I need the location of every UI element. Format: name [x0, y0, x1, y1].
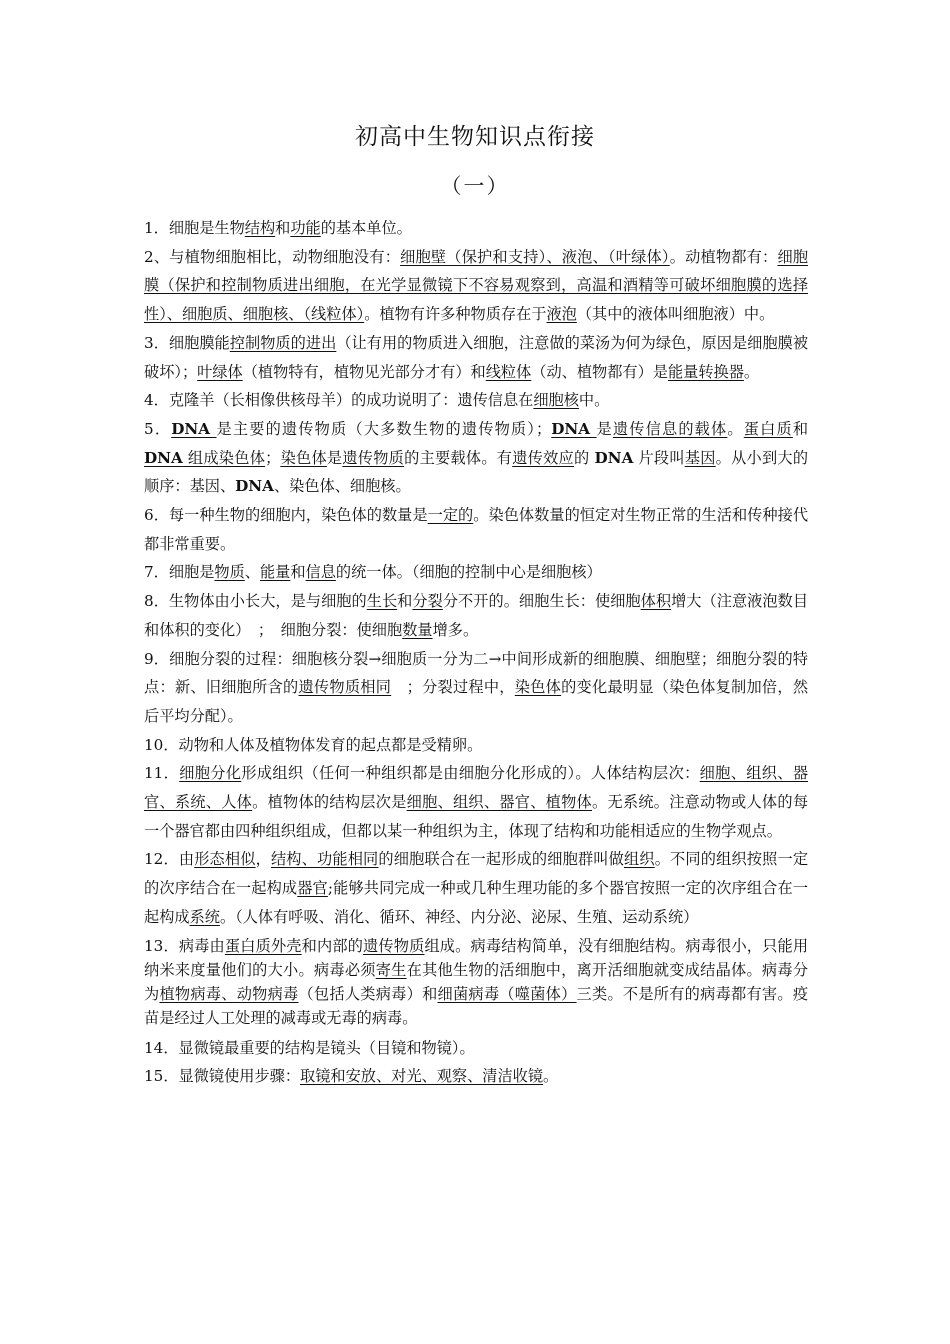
- text-run: 和: [275, 219, 291, 237]
- underlined-key-term: 细胞壁（保护和支持）、液泡、（叶绿体）: [400, 247, 670, 266]
- text-run: 。不同的组织按照一定的次序结合在一起构成: [144, 850, 809, 898]
- text-run: 11．: [144, 764, 180, 783]
- text-run: 8．生物体由小长大，是与细胞的: [144, 592, 367, 611]
- underlined-key-term: 分裂: [412, 592, 443, 611]
- underlined-key-term: 遗传效应: [512, 448, 574, 467]
- underlined-key-term: 线粒体: [485, 362, 532, 381]
- underlined-key-term: 细胞、组织、器官、系统、人体: [144, 764, 809, 812]
- underlined-key-term: DNA: [144, 448, 183, 467]
- text-run: （让有用的物质进入细胞，注意做的菜汤为何为绿色，原因是细胞膜被破坏）；: [144, 333, 809, 381]
- underlined-key-term: 功能: [290, 219, 321, 237]
- knowledge-point-8: [144, 587, 808, 644]
- underlined-key-term: 结构: [244, 219, 276, 237]
- text-run: ；: [265, 448, 281, 467]
- text-run: 。从小到大的顺序：基因、: [144, 448, 809, 496]
- text-run: 是主要的遗传物质（大多数生物的遗传物质）；: [216, 419, 552, 438]
- underlined-key-term: 蛋白质: [743, 419, 793, 438]
- underlined-key-term: 染色体: [280, 448, 327, 467]
- underlined-key-term: 液泡: [546, 305, 577, 324]
- knowledge-point-1: [144, 214, 808, 243]
- underlined-key-term: 数量: [402, 620, 433, 639]
- underlined-key-term: 物质: [214, 563, 245, 582]
- underlined-key-term: 遗传物质: [363, 936, 425, 955]
- text-run: 增大（注意液泡数目和体积的变化） ； 细胞分裂：使细胞: [144, 592, 809, 639]
- text-run: 中。: [578, 391, 610, 410]
- text-run: 的基本单位。: [320, 219, 412, 237]
- underlined-key-term: 细胞核: [533, 391, 579, 410]
- text-run: 2、与植物细胞相比，动物细胞没有：: [144, 247, 401, 266]
- text-run: 三类。不是所有的病毒都有害。疫苗是经过人工处理的减毒或无毒的病毒。: [144, 984, 809, 1027]
- underlined-key-term: 组成染色体: [182, 448, 266, 467]
- underlined-key-term: 组织: [624, 850, 655, 869]
- text-run: （包括人类病毒）和: [298, 984, 438, 1003]
- underlined-key-term: 遗传物质相同: [298, 678, 392, 697]
- text-run: 。: [543, 1067, 559, 1086]
- underlined-key-term: 结构、功能相同: [270, 850, 379, 869]
- text-run: 。无系统。注意动物或人体的每一个器官都由四种组织组成，但都以某一种组织为主，体现了结构和功能相适应的生物学观点。: [144, 793, 809, 840]
- text-run: 。动植物都有：: [669, 247, 778, 266]
- knowledge-point-5: [144, 415, 808, 501]
- underlined-key-term: 能量转换器: [667, 362, 744, 381]
- text-run: 。（人体有呼吸、消化、循环、神经、内分泌、泌尿、生殖、运动系统）: [219, 907, 699, 926]
- text-run: 的统一体。（细胞的控制中心是细胞核）: [335, 563, 602, 582]
- text-run: 片段叫: [633, 448, 685, 467]
- underlined-key-term: 叶绿体: [197, 362, 243, 381]
- text-run: 9．细胞分裂的过程：细胞核分裂→细胞质一分为二→中间形成新的细胞膜、细胞壁；细胞分裂的特点：新、旧细胞所含的: [144, 649, 808, 697]
- text-run: 组成。病毒结构简单，没有细胞结构。病毒很小，只能用纳米来度量他们的大小。病毒必须: [144, 936, 809, 979]
- text-run: 分不开的。细胞生长：使细胞: [442, 592, 641, 611]
- text-run: 在其他生物的活细胞中，离开活细胞就变成结晶体。病毒分为: [144, 960, 809, 1003]
- text-run: 和: [792, 419, 809, 438]
- knowledge-point-14: [144, 1034, 808, 1063]
- knowledge-point-3: [144, 329, 808, 386]
- text-run: 增多。: [432, 620, 479, 639]
- text-run: 、: [244, 563, 260, 582]
- text-run: 3．细胞膜能: [144, 333, 230, 352]
- text-run: 7．细胞是: [144, 563, 215, 582]
- underlined-key-term: 一定的: [427, 506, 474, 525]
- text-run: 形成组织（任何一种组织都是由细胞分化形成的）。人体结构层次：: [241, 764, 700, 783]
- text-run: （其中的液体叫细胞液）中。: [576, 305, 775, 324]
- text-run: 的主要载体。有: [404, 448, 513, 467]
- text-run: 和内部的: [301, 936, 364, 955]
- text-run: ，: [255, 850, 271, 869]
- text-run: 是: [596, 419, 613, 438]
- underlined-key-term: 基因: [684, 448, 716, 467]
- text-run: 10．动物和人体及植物体发育的起点都是受精卵。: [144, 735, 483, 754]
- underlined-key-term: 取镜和安放、对光、观察、清洁收镜: [300, 1067, 544, 1086]
- underlined-key-term: 细胞、组织、器官、植物体: [406, 793, 592, 812]
- underlined-key-term: 植物病毒、动物病毒: [159, 984, 299, 1003]
- text-run: DNA: [235, 477, 274, 496]
- document-body: [144, 214, 808, 1091]
- text-run: DNA: [594, 448, 634, 467]
- text-run: 4．克隆羊（长相像供核母羊）的成功说明了：遗传信息在: [144, 391, 534, 410]
- text-run: 。植物体的结构层次是: [252, 793, 407, 812]
- text-run: ;能够共同完成一种或几种生理功能的多个器官按照一定的次序组合在一起构成: [144, 879, 809, 926]
- knowledge-point-13: [144, 934, 808, 1030]
- page-title: 初高中生物知识点衔接: [355, 124, 595, 150]
- underlined-key-term: 细菌病毒（噬菌体）: [437, 984, 577, 1003]
- underlined-key-term: 控制物质的进出: [229, 333, 337, 352]
- knowledge-point-15: [144, 1062, 808, 1091]
- text-run: 15．显微镜使用步骤：: [144, 1067, 301, 1086]
- underlined-key-term: 染色体: [514, 678, 562, 697]
- knowledge-point-2: [144, 243, 808, 329]
- underlined-key-term: 寄生: [375, 960, 407, 979]
- text-run: 5．: [144, 419, 172, 438]
- text-run: 的细胞联合在一起形成的细胞群叫做: [378, 850, 624, 869]
- underlined-key-term: 生长: [366, 592, 398, 611]
- text-run: 14．显微镜最重要的结构是镜头（目镜和物镜）。: [144, 1038, 475, 1057]
- underlined-key-term: 器官: [297, 879, 328, 898]
- underlined-key-term: 遗传物质: [342, 448, 405, 467]
- text-run: 。: [743, 362, 760, 381]
- text-run: 、染色体、细胞核。: [273, 477, 411, 496]
- knowledge-point-4: [144, 386, 808, 415]
- text-run: 1．细胞是生物: [144, 219, 245, 237]
- text-run: 。: [727, 419, 744, 438]
- text-run: 和: [290, 563, 306, 582]
- text-run: 的变化最明显（染色体复制加倍，然后平均分配）。: [144, 678, 809, 725]
- underlined-key-term: DNA: [171, 419, 217, 438]
- section-number: （一）: [440, 174, 510, 198]
- text-run: 。染色体数量的恒定对生物正常的生活和传种接代都非常重要。: [144, 506, 809, 553]
- knowledge-point-6: [144, 501, 808, 558]
- underlined-key-term: 蛋白质外壳: [224, 936, 302, 955]
- underlined-key-term: 能量: [259, 563, 291, 582]
- text-run: （动、植物都有）是: [531, 362, 668, 381]
- underlined-key-term: 形态相似: [194, 850, 256, 869]
- text-run: 。植物有许多种物质存在于: [364, 305, 547, 324]
- knowledge-point-9: [144, 645, 808, 731]
- knowledge-point-11: [144, 759, 808, 845]
- underlined-key-term: 系统: [189, 907, 220, 926]
- underlined-key-term: 信息: [305, 563, 336, 582]
- knowledge-point-10: [144, 731, 808, 760]
- text-run: 是: [326, 448, 343, 467]
- text-run: ；分裂过程中，: [391, 678, 515, 697]
- knowledge-point-12: [144, 845, 808, 931]
- text-run: （植物特有，植物见光部分才有）和: [242, 362, 486, 381]
- underlined-key-term: 细胞膜（保护和控制物质进出细胞，在光学显微镜下不容易观察到，高温和酒精等可破坏细胞膜的选择性）、细胞质、细胞核、（线粒体）: [144, 247, 809, 324]
- text-run: 12．由: [144, 850, 195, 869]
- text-run: 6．每一种生物的细胞内，染色体的数量是: [144, 506, 428, 525]
- underlined-key-term: 体积: [640, 592, 672, 611]
- text-run: 和: [397, 592, 413, 611]
- text-run: 的: [573, 448, 595, 467]
- text-run: 13．病毒由: [144, 936, 225, 955]
- underlined-key-term: DNA: [551, 419, 597, 438]
- underlined-key-term: 细胞分化: [179, 764, 242, 783]
- knowledge-point-7: [144, 558, 808, 587]
- underlined-key-term: 遗传信息的载体: [612, 419, 728, 438]
